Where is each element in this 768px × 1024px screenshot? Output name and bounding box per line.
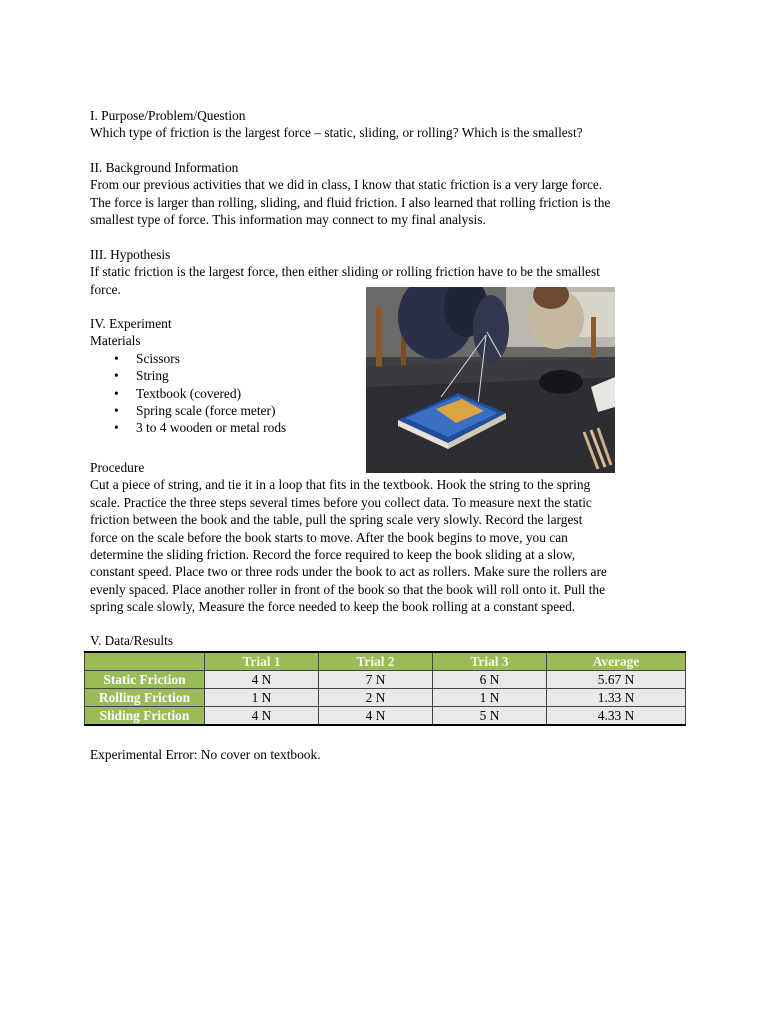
table-cell: 5 N: [433, 707, 547, 726]
background-section: [90, 159, 690, 229]
materials-item-label: String: [136, 368, 169, 384]
table-cell: 4 N: [205, 671, 319, 689]
error-section: [90, 746, 690, 763]
procedure-line-8: spring scale slowly, Measure the force needed to keep the book rolling at a constant speed.: [90, 599, 576, 615]
results-heading: V. Data/Results: [90, 633, 174, 648]
materials-item-label: Spring scale (force meter): [136, 403, 276, 419]
purpose-heading: I. Purpose/Problem/Question: [90, 108, 246, 123]
row-label: Rolling Friction: [85, 689, 205, 707]
materials-item-label: Textbook (covered): [136, 385, 242, 401]
table-cell: 7 N: [319, 671, 433, 689]
procedure-line-5: determine the sliding friction. Record the force required to keep the book sliding at a slow,: [90, 547, 576, 563]
table-cell: 1 N: [433, 689, 547, 707]
background-line-3: smallest type of force. This information may connect to my final analysis.: [90, 212, 486, 228]
bullet-icon: •: [114, 420, 119, 436]
error-note: Experimental Error: No cover on textbook.: [90, 747, 321, 762]
experiment-heading: IV. Experiment: [90, 316, 172, 331]
materials-item-label: 3 to 4 wooden or metal rods: [136, 420, 287, 436]
results-header-row: [85, 652, 686, 671]
table-cell: 4 N: [205, 707, 319, 726]
materials-heading: Materials: [90, 333, 141, 349]
results-header-cell: Trial 2: [319, 652, 433, 671]
hypothesis-line-1: If static friction is the largest force, then either sliding or rolling friction have to be the smallest: [90, 264, 600, 280]
table-cell: 4.33 N: [547, 707, 686, 726]
experiment-photo-illustration: [366, 287, 615, 473]
procedure-line-6: constant speed. Place two or three rods under the book to act as rollers. Make sure the rollers are: [90, 564, 607, 580]
materials-item-label: Scissors: [136, 350, 180, 366]
row-label: Sliding Friction: [85, 707, 205, 726]
table-cell: 5.67 N: [547, 671, 686, 689]
table-row: [85, 707, 686, 726]
procedure-line-4: force on the scale before the book starts to move. After the book begins to move, you can: [90, 529, 568, 545]
results-header-cell: Trial 3: [433, 652, 547, 671]
table-cell: 2 N: [319, 689, 433, 707]
procedure-line-3: friction between the book and the table, pull the spring scale very slowly. Record the largest: [90, 512, 583, 528]
results-table: [84, 651, 686, 726]
table-cell: 1.33 N: [547, 689, 686, 707]
row-label: Static Friction: [85, 671, 205, 689]
table-cell: 1 N: [205, 689, 319, 707]
results-section: [90, 632, 690, 649]
table-row: [85, 671, 686, 689]
experiment-photo: [366, 287, 615, 473]
table-cell: 4 N: [319, 707, 433, 726]
procedure-heading: Procedure: [90, 460, 145, 475]
bullet-icon: •: [114, 385, 119, 401]
background-line-1: From our previous activities that we did in class, I know that static friction is a very large force.: [90, 177, 603, 193]
background-line-2: The force is larger than rolling, sliding, and fluid friction. I also learned that rolling friction is the: [90, 194, 611, 210]
table-row: [85, 689, 686, 707]
procedure-line-2: scale. Practice the three steps several times before you collect data. To measure next the static: [90, 494, 592, 510]
bullet-icon: •: [114, 350, 119, 366]
purpose-section: [90, 107, 690, 142]
background-heading: II. Background Information: [90, 160, 239, 175]
hypothesis-heading: III. Hypothesis: [90, 247, 171, 262]
hypothesis-line-2: force.: [90, 281, 121, 297]
results-header-cell: Average: [547, 652, 686, 671]
procedure-line-1: Cut a piece of string, and tie it in a loop that fits in the textbook. Hook the string to the spring: [90, 477, 591, 493]
purpose-text: Which type of friction is the largest force – static, sliding, or rolling? Which is the smallest?: [90, 125, 583, 141]
procedure-line-7: evenly spaced. Place another roller in front of the book so that the book will roll onto it. Pull the: [90, 581, 606, 597]
bullet-icon: •: [114, 368, 119, 384]
procedure-section: [90, 459, 690, 616]
bullet-icon: •: [114, 403, 119, 419]
results-header-cell: Trial 1: [205, 652, 319, 671]
table-cell: 6 N: [433, 671, 547, 689]
results-header-cell: [85, 652, 205, 671]
